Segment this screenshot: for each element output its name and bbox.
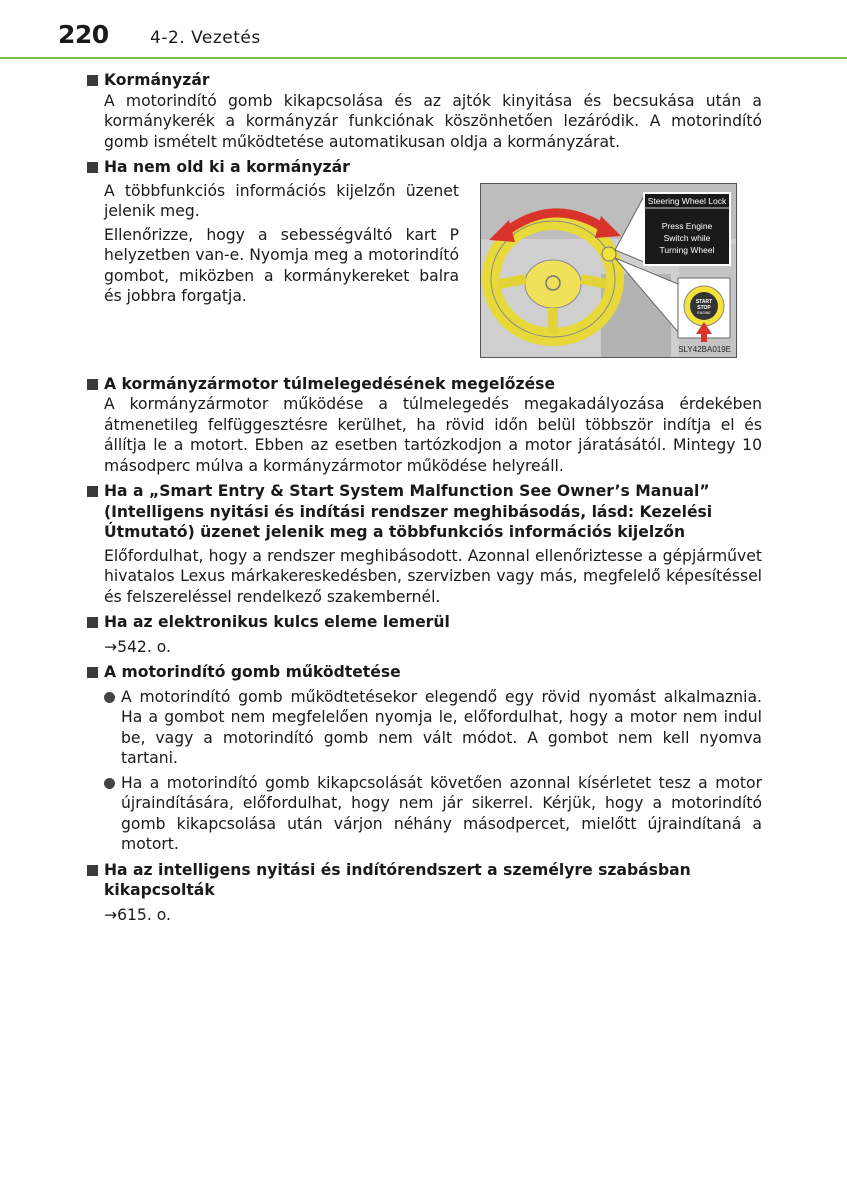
square-bullet-icon	[87, 75, 98, 86]
button-label-2: STOP	[697, 304, 711, 311]
button-label-3: ENGINE	[697, 310, 711, 315]
section-heading-overheat-prevention: A kormányzármotor túlmelegedésének megelőzése	[86, 374, 762, 395]
page-number: 220	[58, 20, 109, 49]
display-line-2: Switch while	[663, 232, 711, 243]
section-heading-customization-disabled: Ha az intelligens nyitási és indítórendszert a személyre szabásban kikapcsolták	[86, 860, 762, 901]
page-reference: →615. o.	[104, 905, 171, 924]
section-heading-steering-lock: Kormányzár	[86, 70, 762, 91]
figure-code: SLY42BA019E	[678, 344, 731, 354]
section-heading-button-operation: A motorindító gomb működtetése	[86, 662, 762, 683]
page-reference: →542. o.	[104, 637, 171, 656]
chapter-title: 4-2. Vezetés	[150, 28, 261, 48]
square-bullet-icon	[87, 162, 98, 173]
bullet-item: Ha a motorindító gomb kikapcsolását követően azonnal kísérletet tesz a motor újraindítására, előfordulhat, hogy nem jár sikerrel. Kérjük, hogy a motorindító gomb kikapcsolása után várjon néhány másodpercet, mielőtt újraindítaná a motort.	[86, 773, 762, 855]
square-bullet-icon	[87, 865, 98, 876]
paragraph: Előfordulhat, hogy a rendszer meghibásodott. Azonnal ellenőriztesse a gépjárművet hivatalos Lexus márkakereskedésben, szervizben vagy más, megfelelő képesítéssel és felszereléssel rendelkező szakembernél.	[104, 546, 762, 606]
section-heading-key-battery: Ha az elektronikus kulcs eleme lemerül	[86, 612, 762, 633]
square-bullet-icon	[87, 617, 98, 628]
square-bullet-icon	[87, 667, 98, 678]
page-content	[86, 70, 762, 925]
round-bullet-icon	[104, 778, 115, 789]
button-label-1: START	[695, 298, 713, 305]
steering-wheel-hub	[525, 260, 581, 308]
paragraph: A többfunkciós információs kijelzőn üzenet jelenik meg.	[104, 181, 459, 220]
header-rule	[0, 57, 847, 59]
steering-wheel-lock-illustration	[480, 183, 737, 358]
page-header	[0, 0, 847, 62]
display-title: Steering Wheel Lock	[647, 195, 727, 206]
start-button-location-marker	[602, 247, 616, 261]
dashboard-drawing	[481, 184, 736, 357]
display-line-1: Press Engine	[661, 220, 713, 231]
bullet-item: A motorindító gomb működtetésekor elegendő egy rövid nyomást alkalmaznia. Ha a gombot nem megfelelően nyomja le, előfordulhat, hogy a motor nem indul be, vagy a motorindító gomb nem vált módot. A gombot nem kell nyomva tartani.	[86, 687, 762, 769]
square-bullet-icon	[87, 379, 98, 390]
section-heading-malfunction-message: Ha a „Smart Entry & Start System Malfunction See Owner’s Manual” (Intelligens nyitási és indítási rendszer meghibásodás, lásd: Kezelési Útmutató) üzenet jelenik meg a többfunkciós információs kijelzőn	[86, 481, 762, 543]
section-heading-lock-not-released: Ha nem old ki a kormányzár	[86, 157, 762, 178]
paragraph: A motorindító gomb kikapcsolása és az ajtók kinyitása és becsukása után a kormánykerék a kormányzár funkciónak köszönhetően lezáródik. A motorindító gomb ismételt működtetése automatikusan oldja a kormányzárat.	[104, 91, 762, 151]
paragraph: A kormányzármotor működése a túlmelegedés megakadályozása érdekében átmenetileg felfüggesztésre kerülhet, ha rövid időn belül többször indítja el és állítja le a motort. Ebben az esetben tartózkodjon a motor járatásától. Mintegy 10 másodperc múlva a kormányzármotor működése helyreáll.	[104, 395, 762, 475]
square-bullet-icon	[87, 486, 98, 497]
section-with-figure	[86, 181, 762, 369]
paragraph: Ellenőrizze, hogy a sebességváltó kart P helyzetben van-e. Nyomja meg a motorindító gombot, miközben a kormánykereket balra és jobbra forgatja.	[104, 225, 459, 305]
round-bullet-icon	[104, 692, 115, 703]
display-line-3: Turning Wheel	[659, 244, 715, 255]
